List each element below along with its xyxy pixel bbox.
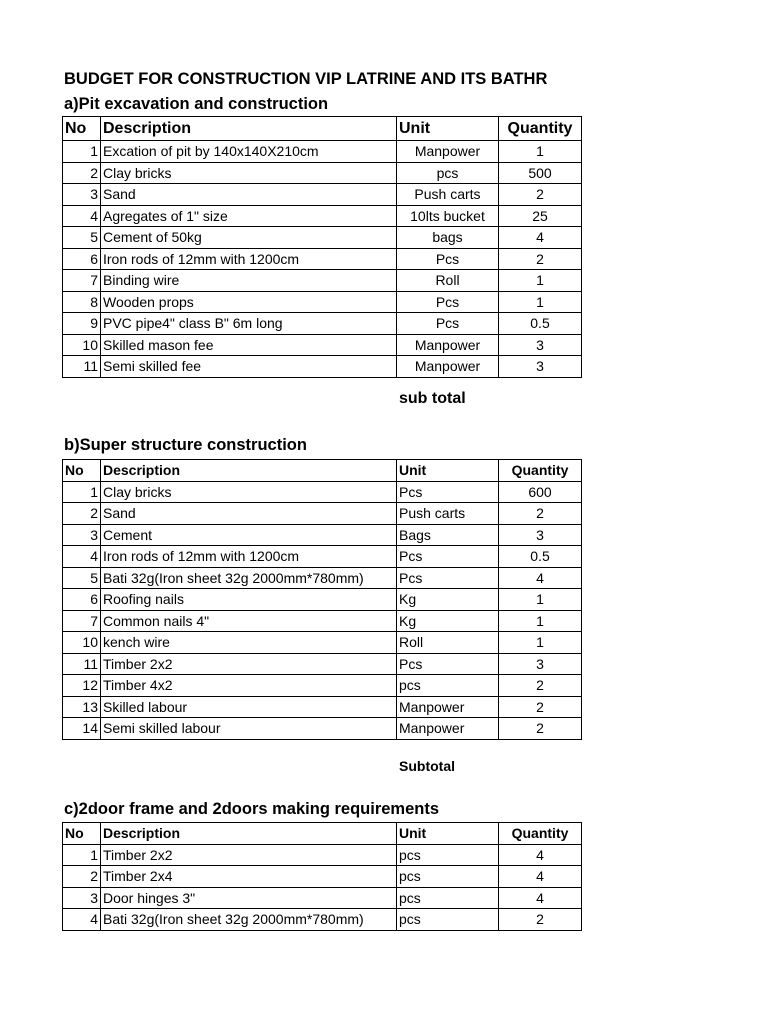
cell-unit: pcs [397, 909, 499, 931]
table-row [63, 887, 582, 909]
table-row [63, 589, 582, 611]
cell-description: Semi skilled labour [101, 718, 397, 740]
cell-no: 14 [63, 718, 101, 740]
cell-unit: Pcs [397, 567, 499, 589]
cell-quantity: 600 [499, 481, 582, 503]
cell-quantity: 2 [499, 909, 582, 931]
cell-description: Iron rods of 12mm with 1200cm [101, 248, 397, 270]
cell-description: Cement [101, 524, 397, 546]
cell-quantity: 4 [499, 844, 582, 866]
cell-quantity: 3 [499, 524, 582, 546]
cell-quantity: 4 [499, 567, 582, 589]
table-row [63, 291, 582, 313]
table-row [63, 866, 582, 888]
cell-description: Timber 2x4 [101, 866, 397, 888]
cell-unit: 10lts bucket [397, 205, 499, 227]
header-quantity: Quantity [499, 823, 582, 845]
cell-unit: bags [397, 227, 499, 249]
cell-quantity: 1 [499, 270, 582, 292]
table-row [63, 632, 582, 654]
cell-no: 9 [63, 313, 101, 335]
cell-quantity: 2 [499, 503, 582, 525]
cell-description: Sand [101, 184, 397, 206]
header-no: No [63, 823, 101, 845]
cell-unit: Kg [397, 610, 499, 632]
table-row [63, 610, 582, 632]
cell-no: 2 [63, 503, 101, 525]
cell-unit: Manpower [397, 696, 499, 718]
cell-no: 1 [63, 481, 101, 503]
cell-quantity: 4 [499, 887, 582, 909]
table-row [63, 844, 582, 866]
cell-description: Clay bricks [101, 162, 397, 184]
cell-no: 2 [63, 162, 101, 184]
table-header-row [63, 823, 582, 845]
header-quantity: Quantity [499, 117, 582, 141]
cell-description: Binding wire [101, 270, 397, 292]
table-row [63, 227, 582, 249]
cell-description: PVC pipe4" class B" 6m long [101, 313, 397, 335]
cell-unit: pcs [397, 887, 499, 909]
cell-unit: Manpower [397, 141, 499, 163]
table-row [63, 141, 582, 163]
cell-description: Timber 2x2 [101, 844, 397, 866]
cell-description: Roofing nails [101, 589, 397, 611]
cell-quantity: 3 [499, 356, 582, 378]
cell-unit: Bags [397, 524, 499, 546]
cell-unit: Roll [397, 270, 499, 292]
cell-quantity: 500 [499, 162, 582, 184]
cell-quantity: 1 [499, 610, 582, 632]
cell-no: 7 [63, 610, 101, 632]
cell-unit: Pcs [397, 653, 499, 675]
table-row [63, 334, 582, 356]
table-row [63, 356, 582, 378]
cell-description: Semi skilled fee [101, 356, 397, 378]
header-description: Description [101, 823, 397, 845]
cell-unit: Push carts [397, 503, 499, 525]
cell-no: 3 [63, 887, 101, 909]
cell-no: 3 [63, 524, 101, 546]
cell-no: 7 [63, 270, 101, 292]
subtotal-label-a: sub total [399, 390, 466, 407]
cell-no: 12 [63, 675, 101, 697]
table-row [63, 481, 582, 503]
table-row [63, 909, 582, 931]
cell-no: 3 [63, 184, 101, 206]
cell-unit: Kg [397, 589, 499, 611]
cell-quantity: 3 [499, 334, 582, 356]
cell-quantity: 2 [499, 184, 582, 206]
cell-no: 6 [63, 589, 101, 611]
table-row [63, 567, 582, 589]
header-unit: Unit [397, 117, 499, 141]
table-header-row [63, 117, 582, 141]
cell-description: Clay bricks [101, 481, 397, 503]
cell-description: Agregates of 1" size [101, 205, 397, 227]
table-row [63, 653, 582, 675]
cell-no: 4 [63, 909, 101, 931]
section-title-c: c)2door frame and 2doors making requirements [64, 800, 440, 818]
cell-unit: Manpower [397, 334, 499, 356]
section-title-a: a)Pit excavation and construction [64, 95, 329, 113]
header-description: Description [101, 117, 397, 141]
cell-quantity: 1 [499, 589, 582, 611]
cell-no: 10 [63, 334, 101, 356]
cell-no: 8 [63, 291, 101, 313]
cell-description: Bati 32g(Iron sheet 32g 2000mm*780mm) [101, 567, 397, 589]
cell-unit: Manpower [397, 718, 499, 740]
cell-unit: pcs [397, 162, 499, 184]
cell-no: 1 [63, 844, 101, 866]
cell-description: Iron rods of 12mm with 1200cm [101, 546, 397, 568]
cell-unit: Pcs [397, 248, 499, 270]
header-no: No [63, 117, 101, 141]
table-row [63, 184, 582, 206]
cell-no: 2 [63, 866, 101, 888]
cell-quantity: 2 [499, 696, 582, 718]
cell-description: Door hinges 3" [101, 887, 397, 909]
table-pit-excavation [62, 116, 582, 378]
cell-no: 10 [63, 632, 101, 654]
cell-no: 11 [63, 356, 101, 378]
cell-unit: pcs [397, 844, 499, 866]
table-row [63, 524, 582, 546]
subtotal-label-b: Subtotal [399, 758, 455, 774]
cell-description: Bati 32g(Iron sheet 32g 2000mm*780mm) [101, 909, 397, 931]
table-header-row [63, 460, 582, 482]
table-row [63, 270, 582, 292]
cell-description: Skilled mason fee [101, 334, 397, 356]
table-row [63, 205, 582, 227]
cell-description: Sand [101, 503, 397, 525]
table-row [63, 675, 582, 697]
cell-no: 6 [63, 248, 101, 270]
cell-no: 1 [63, 141, 101, 163]
cell-description: kench wire [101, 632, 397, 654]
header-no: No [63, 460, 101, 482]
cell-no: 13 [63, 696, 101, 718]
cell-description: Common nails 4" [101, 610, 397, 632]
cell-quantity: 4 [499, 227, 582, 249]
cell-description: Skilled labour [101, 696, 397, 718]
cell-quantity: 4 [499, 866, 582, 888]
cell-description: Timber 2x2 [101, 653, 397, 675]
cell-quantity: 2 [499, 718, 582, 740]
table-row [63, 503, 582, 525]
page-title: BUDGET FOR CONSTRUCTION VIP LATRINE AND ITS BATHR [64, 70, 548, 88]
header-unit: Unit [397, 460, 499, 482]
cell-quantity: 2 [499, 675, 582, 697]
cell-quantity: 0.5 [499, 313, 582, 335]
cell-quantity: 1 [499, 291, 582, 313]
cell-no: 5 [63, 227, 101, 249]
table-row [63, 162, 582, 184]
cell-quantity: 1 [499, 141, 582, 163]
cell-quantity: 2 [499, 248, 582, 270]
cell-description: Cement of 50kg [101, 227, 397, 249]
header-quantity: Quantity [499, 460, 582, 482]
cell-unit: Roll [397, 632, 499, 654]
cell-no: 5 [63, 567, 101, 589]
table-row [63, 696, 582, 718]
cell-unit: Pcs [397, 291, 499, 313]
table-row [63, 718, 582, 740]
cell-quantity: 25 [499, 205, 582, 227]
cell-quantity: 0.5 [499, 546, 582, 568]
table-row [63, 546, 582, 568]
header-description: Description [101, 460, 397, 482]
cell-unit: pcs [397, 675, 499, 697]
cell-unit: pcs [397, 866, 499, 888]
cell-unit: Pcs [397, 546, 499, 568]
header-unit: Unit [397, 823, 499, 845]
cell-description: Timber 4x2 [101, 675, 397, 697]
table-row [63, 248, 582, 270]
cell-no: 4 [63, 546, 101, 568]
cell-no: 11 [63, 653, 101, 675]
section-title-b: b)Super structure construction [64, 436, 307, 454]
cell-quantity: 3 [499, 653, 582, 675]
table-row [63, 313, 582, 335]
cell-unit: Pcs [397, 313, 499, 335]
cell-description: Excation of pit by 140x140X210cm [101, 141, 397, 163]
cell-unit: Manpower [397, 356, 499, 378]
cell-no: 4 [63, 205, 101, 227]
table-super-structure [62, 459, 582, 740]
cell-quantity: 1 [499, 632, 582, 654]
cell-unit: Pcs [397, 481, 499, 503]
cell-unit: Push carts [397, 184, 499, 206]
table-door-frame [62, 822, 582, 931]
cell-description: Wooden props [101, 291, 397, 313]
